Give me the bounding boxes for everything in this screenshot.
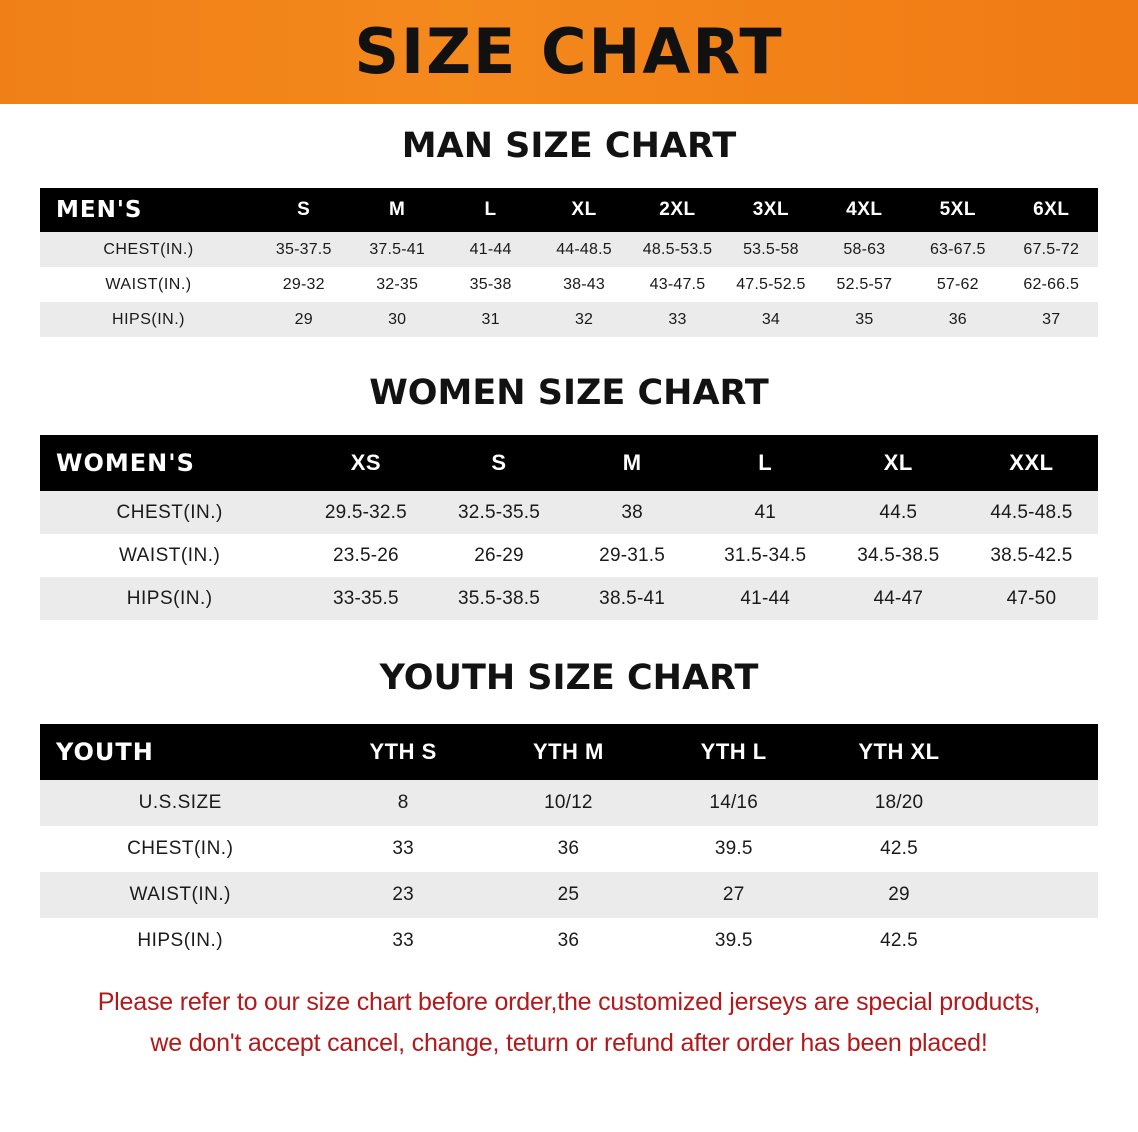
disclaimer-line-2: we don't accept cancel, change, teturn or refund after order has been placed!	[150, 1029, 988, 1058]
youth-section-heading: YOUTH SIZE CHART	[379, 658, 759, 698]
table-row	[40, 232, 1098, 267]
women-cell: 26-29	[474, 544, 524, 566]
disclaimer-note	[40, 982, 1098, 1065]
youth-cell: 42.5	[880, 838, 918, 859]
man-section-heading: MAN SIZE CHART	[401, 126, 737, 166]
women-col-header: S	[491, 450, 507, 475]
man-row-label: HIPS(IN.)	[112, 310, 185, 328]
man-corner-label: MEN'S	[56, 197, 143, 223]
man-cell: 32-35	[376, 275, 419, 293]
man-cell: 53.5-58	[743, 240, 799, 258]
table-row	[40, 534, 1098, 577]
man-cell: 35-37.5	[275, 240, 332, 258]
youth-cell: 33	[392, 930, 414, 951]
women-cell: 47-50	[1006, 587, 1057, 609]
youth-corner-label: YOUTH	[56, 738, 154, 766]
man-table-body	[40, 232, 1098, 337]
table-row	[40, 826, 1098, 872]
women-col-header: L	[758, 450, 773, 475]
women-cell: 31.5-34.5	[724, 544, 807, 566]
youth-table-body	[40, 780, 1098, 964]
women-table-head	[40, 435, 1098, 491]
youth-col-header: YTH XL	[858, 739, 940, 764]
women-cell: 41	[754, 501, 776, 523]
women-cell: 32.5-35.5	[457, 501, 541, 523]
man-cell: 35-38	[469, 275, 512, 293]
youth-cell-spacer	[982, 826, 1098, 872]
man-cell: 43-47.5	[649, 275, 706, 293]
youth-row-label: WAIST(IN.)	[129, 884, 231, 905]
youth-col-header: YTH M	[532, 739, 604, 764]
women-size-table	[40, 435, 1098, 620]
youth-cell: 36	[557, 838, 580, 859]
banner	[0, 0, 1138, 104]
man-cell: 47.5-52.5	[736, 275, 806, 293]
women-cell: 23.5-26	[332, 544, 399, 566]
man-col-header: M	[389, 199, 406, 220]
women-row-label: HIPS(IN.)	[126, 587, 213, 609]
disclaimer-line-1: Please refer to our size chart before order,the customized jerseys are special products,	[97, 988, 1041, 1016]
women-cell: 44.5-48.5	[990, 501, 1073, 523]
women-table-wrapper	[40, 435, 1098, 620]
man-cell: 31	[481, 310, 500, 328]
youth-cell: 42.5	[880, 930, 918, 951]
youth-cell-spacer	[982, 918, 1098, 964]
women-row-label: CHEST(IN.)	[116, 501, 223, 523]
man-cell: 29	[294, 310, 313, 328]
table-row	[40, 577, 1098, 620]
women-cell: 41-44	[740, 587, 791, 609]
women-cell: 38.5-41	[599, 587, 666, 609]
youth-table-head	[40, 724, 1098, 780]
youth-cell: 36	[557, 930, 580, 951]
man-cell: 58-63	[843, 240, 886, 258]
table-row	[40, 780, 1098, 826]
women-cell: 29-31.5	[599, 544, 666, 566]
man-cell: 52.5-57	[836, 275, 893, 293]
women-section-heading: WOMEN SIZE CHART	[369, 373, 769, 413]
man-cell: 57-62	[936, 275, 979, 293]
youth-header-row	[40, 724, 1098, 780]
man-cell: 44-48.5	[556, 240, 612, 258]
man-cell: 34	[761, 310, 781, 328]
women-col-header: XS	[350, 450, 382, 475]
women-cell: 33-35.5	[332, 587, 399, 609]
man-col-header: S	[297, 199, 311, 220]
women-cell: 34.5-38.5	[857, 544, 940, 566]
man-cell: 63-67.5	[929, 240, 986, 258]
youth-cell: 14/16	[709, 792, 758, 813]
man-col-header: XL	[571, 199, 597, 220]
man-size-table	[40, 188, 1098, 337]
women-row-label: WAIST(IN.)	[118, 544, 221, 566]
women-col-header: M	[622, 450, 642, 475]
man-cell: 36	[948, 310, 967, 328]
youth-table-wrapper	[40, 724, 1098, 964]
man-col-header: 4XL	[846, 199, 883, 220]
women-col-header: XL	[883, 450, 913, 475]
page-title: SIZE CHART	[354, 15, 784, 88]
youth-cell-spacer	[982, 872, 1098, 918]
man-cell: 32	[574, 310, 594, 328]
women-header-row	[40, 435, 1098, 491]
man-cell: 35	[855, 310, 874, 328]
man-col-header: L	[484, 199, 497, 220]
man-cell: 67.5-72	[1023, 240, 1080, 258]
youth-cell: 39.5	[714, 838, 753, 859]
man-row-label: WAIST(IN.)	[105, 275, 192, 293]
youth-cell: 39.5	[714, 930, 753, 951]
youth-cell: 10/12	[544, 792, 593, 813]
women-corner-label: WOMEN'S	[56, 449, 195, 477]
man-table-head	[40, 188, 1098, 232]
youth-row-label: HIPS(IN.)	[137, 930, 224, 951]
man-cell: 62-66.5	[1023, 275, 1080, 293]
man-col-header: 5XL	[939, 199, 976, 220]
man-cell: 38-43	[563, 275, 605, 293]
man-cell: 29-32	[282, 275, 325, 293]
man-row-label: CHEST(IN.)	[103, 240, 194, 258]
women-table-body	[40, 491, 1098, 620]
man-cell: 41-44	[469, 240, 512, 258]
man-cell: 37.5-41	[369, 240, 425, 258]
youth-col-header: YTH L	[700, 739, 767, 764]
table-row	[40, 302, 1098, 337]
youth-cell: 23	[392, 884, 414, 905]
man-cell: 48.5-53.5	[642, 240, 713, 258]
youth-col-spacer	[982, 724, 1098, 780]
youth-cell: 8	[397, 792, 409, 813]
man-header-row	[40, 188, 1098, 232]
women-cell: 38.5-42.5	[990, 544, 1073, 566]
women-cell: 29.5-32.5	[324, 501, 407, 523]
women-col-header: XXL	[1009, 450, 1054, 475]
man-cell: 33	[668, 310, 687, 328]
youth-row-label: CHEST(IN.)	[127, 838, 234, 859]
women-cell: 35.5-38.5	[457, 587, 541, 609]
youth-cell: 27	[722, 884, 745, 905]
table-row	[40, 267, 1098, 302]
man-cell: 37	[1042, 310, 1061, 328]
man-col-header: 6XL	[1033, 199, 1070, 220]
table-row	[40, 918, 1098, 964]
table-row	[40, 872, 1098, 918]
youth-row-label: U.S.SIZE	[138, 792, 222, 813]
man-col-header: 2XL	[659, 199, 696, 220]
youth-cell: 33	[392, 838, 414, 859]
youth-col-header: YTH S	[369, 739, 437, 764]
youth-size-table	[40, 724, 1098, 964]
man-table-wrapper	[40, 188, 1098, 337]
youth-cell: 29	[888, 884, 910, 905]
women-cell: 38	[621, 501, 643, 523]
women-cell: 44.5	[879, 501, 918, 523]
women-cell: 44-47	[873, 587, 924, 609]
youth-cell: 25	[557, 884, 580, 905]
man-cell: 30	[388, 310, 407, 328]
youth-cell: 18/20	[874, 792, 924, 813]
man-col-header: 3XL	[752, 199, 790, 220]
table-row	[40, 491, 1098, 534]
youth-cell-spacer	[982, 780, 1098, 826]
